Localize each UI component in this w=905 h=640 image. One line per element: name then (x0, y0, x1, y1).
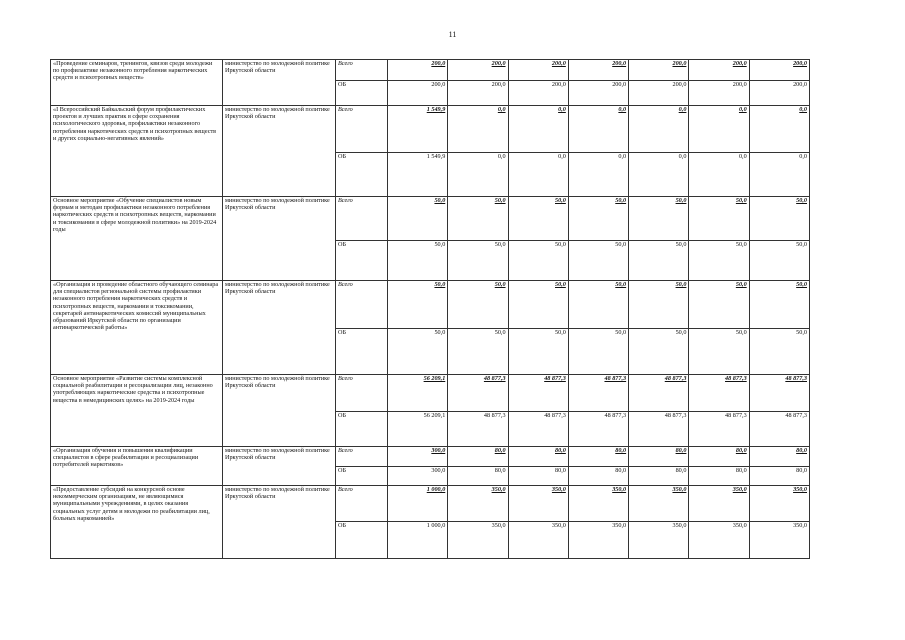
ob-value-cell: 350,0 (508, 522, 568, 559)
ob-value-cell: 200,0 (448, 81, 508, 106)
ob-value-cell: 200,0 (508, 81, 568, 106)
total-value-cell: 200,0 (448, 60, 508, 81)
total-value-cell: 350,0 (448, 486, 508, 522)
total-value-cell: 50,0 (508, 281, 568, 329)
ob-value-cell: 50,0 (448, 329, 508, 375)
total-value-cell: 50,0 (568, 281, 628, 329)
total-value-cell: 0,0 (689, 106, 749, 153)
total-value-cell: 350,0 (689, 486, 749, 522)
ob-value-cell: 0,0 (749, 153, 809, 197)
ob-value-cell: 50,0 (508, 241, 568, 281)
table-row (51, 197, 810, 241)
funding-source-ob: ОБ (336, 153, 388, 197)
responsible-executor: министерство по молодежной политике Иркутской области (223, 447, 336, 486)
ob-value-cell: 50,0 (508, 329, 568, 375)
total-value-cell: 80,0 (749, 447, 809, 467)
responsible-executor: министерство по молодежной политике Иркутской области (223, 106, 336, 197)
funding-source-total: Всего (336, 106, 388, 153)
ob-value-cell: 350,0 (448, 522, 508, 559)
total-value-cell: 200,0 (749, 60, 809, 81)
total-value-cell: 300,0 (388, 447, 448, 467)
ob-value-cell: 0,0 (568, 153, 628, 197)
table-row (51, 281, 810, 329)
funding-source-ob: ОБ (336, 467, 388, 486)
total-value-cell: 1 000,0 (388, 486, 448, 522)
ob-value-cell: 80,0 (629, 467, 689, 486)
total-value-cell: 0,0 (749, 106, 809, 153)
ob-value-cell: 80,0 (568, 467, 628, 486)
ob-value-cell: 56 209,1 (388, 412, 448, 447)
measure-description: «Проведение семинаров, тренингов, квизов среди молодежи по профилактике незаконного потребления наркотических средств и психотропных веществ» (51, 60, 223, 106)
table-row (51, 106, 810, 153)
total-value-cell: 0,0 (448, 106, 508, 153)
ob-value-cell: 50,0 (568, 241, 628, 281)
responsible-executor: министерство по молодежной политике Иркутской области (223, 375, 336, 447)
total-value-cell: 200,0 (508, 60, 568, 81)
ob-value-cell: 0,0 (689, 153, 749, 197)
ob-value-cell: 350,0 (689, 522, 749, 559)
funding-source-ob: ОБ (336, 81, 388, 106)
total-value-cell: 200,0 (388, 60, 448, 81)
total-value-cell: 80,0 (448, 447, 508, 467)
ob-value-cell: 50,0 (448, 241, 508, 281)
total-value-cell: 48 877,3 (568, 375, 628, 412)
responsible-executor: министерство по молодежной политике Иркутской области (223, 60, 336, 106)
ob-value-cell: 50,0 (629, 329, 689, 375)
total-value-cell: 50,0 (689, 281, 749, 329)
ob-value-cell: 80,0 (508, 467, 568, 486)
total-value-cell: 350,0 (568, 486, 628, 522)
funding-source-ob: ОБ (336, 412, 388, 447)
ob-value-cell: 48 877,3 (689, 412, 749, 447)
ob-value-cell: 300,0 (388, 467, 448, 486)
ob-value-cell: 50,0 (689, 241, 749, 281)
responsible-executor: министерство по молодежной политике Иркутской области (223, 486, 336, 559)
ob-value-cell: 0,0 (508, 153, 568, 197)
measure-description: Основное мероприятие «Развитие системы комплексной социальной реабилитации и ресоциализации лиц, незаконно употребляющих наркотические средства и психотропные вещества в немедицинских целях» на 2019-2024 годы (51, 375, 223, 447)
ob-value-cell: 50,0 (749, 241, 809, 281)
ob-value-cell: 200,0 (629, 81, 689, 106)
table-row (51, 447, 810, 467)
ob-value-cell: 200,0 (689, 81, 749, 106)
responsible-executor: министерство по молодежной политике Иркутской области (223, 197, 336, 281)
total-value-cell: 48 877,3 (508, 375, 568, 412)
funding-source-total: Всего (336, 60, 388, 81)
total-value-cell: 0,0 (568, 106, 628, 153)
total-value-cell: 200,0 (568, 60, 628, 81)
total-value-cell: 80,0 (629, 447, 689, 467)
ob-value-cell: 50,0 (749, 329, 809, 375)
total-value-cell: 50,0 (448, 197, 508, 241)
ob-value-cell: 0,0 (629, 153, 689, 197)
ob-value-cell: 48 877,3 (749, 412, 809, 447)
ob-value-cell: 80,0 (448, 467, 508, 486)
total-value-cell: 0,0 (508, 106, 568, 153)
total-value-cell: 80,0 (568, 447, 628, 467)
ob-value-cell: 1 549,9 (388, 153, 448, 197)
funding-source-total: Всего (336, 486, 388, 522)
funding-source-total: Всего (336, 447, 388, 467)
total-value-cell: 80,0 (689, 447, 749, 467)
total-value-cell: 50,0 (749, 197, 809, 241)
ob-value-cell: 48 877,3 (568, 412, 628, 447)
total-value-cell: 50,0 (629, 281, 689, 329)
ob-value-cell: 350,0 (749, 522, 809, 559)
total-value-cell: 50,0 (749, 281, 809, 329)
measure-description: «Организация и проведение областного обучающего семинара для специалистов региональной системы профилактики незаконного потребления наркотических средств и психотропных веществ, наркомании и токсикомании, секретарей антинаркотических комиссий муниципальных образований Иркутской области по организации антинаркотической работы» (51, 281, 223, 375)
ob-value-cell: 50,0 (629, 241, 689, 281)
table-row (51, 60, 810, 81)
budget-table-body (51, 60, 810, 559)
responsible-executor: министерство по молодежной политике Иркутской области (223, 281, 336, 375)
ob-value-cell: 48 877,3 (629, 412, 689, 447)
total-value-cell: 200,0 (689, 60, 749, 81)
measure-description: Основное мероприятие «Обучение специалистов новым формам и методам профилактики незаконного потребления наркотических средств и психотропных веществ, наркомании и токсикомании в сфере молодежной политики» на 2019-2024 годы (51, 197, 223, 281)
funding-source-ob: ОБ (336, 522, 388, 559)
measure-description: «Предоставление субсидий на конкурсной основе некоммерческим организациям, не являющимися муниципальными учреждениями, в целях оказания социальных услуг детям и молодежи по реабилитации лиц, больных наркоманией» (51, 486, 223, 559)
ob-value-cell: 80,0 (689, 467, 749, 486)
ob-value-cell: 200,0 (388, 81, 448, 106)
table-row (51, 486, 810, 522)
funding-source-total: Всего (336, 197, 388, 241)
total-value-cell: 350,0 (508, 486, 568, 522)
total-value-cell: 50,0 (629, 197, 689, 241)
total-value-cell: 50,0 (388, 197, 448, 241)
funding-source-ob: ОБ (336, 329, 388, 375)
ob-value-cell: 350,0 (568, 522, 628, 559)
ob-value-cell: 48 877,3 (448, 412, 508, 447)
total-value-cell: 350,0 (749, 486, 809, 522)
total-value-cell: 56 209,1 (388, 375, 448, 412)
total-value-cell: 0,0 (629, 106, 689, 153)
ob-value-cell: 200,0 (749, 81, 809, 106)
ob-value-cell: 350,0 (629, 522, 689, 559)
ob-value-cell: 200,0 (568, 81, 628, 106)
total-value-cell: 48 877,3 (749, 375, 809, 412)
ob-value-cell: 48 877,3 (508, 412, 568, 447)
total-value-cell: 48 877,3 (629, 375, 689, 412)
funding-source-total: Всего (336, 281, 388, 329)
total-value-cell: 48 877,3 (448, 375, 508, 412)
measure-description: «Организация обучения и повышения квалификации специалистов в сфере реабилитации и ресоциализации потребителей наркотиков» (51, 447, 223, 486)
budget-table (50, 59, 810, 559)
ob-value-cell: 50,0 (388, 241, 448, 281)
ob-value-cell: 50,0 (388, 329, 448, 375)
total-value-cell: 50,0 (508, 197, 568, 241)
funding-source-ob: ОБ (336, 241, 388, 281)
total-value-cell: 50,0 (388, 281, 448, 329)
total-value-cell: 48 877,3 (689, 375, 749, 412)
ob-value-cell: 50,0 (689, 329, 749, 375)
ob-value-cell: 80,0 (749, 467, 809, 486)
total-value-cell: 1 549,9 (388, 106, 448, 153)
ob-value-cell: 50,0 (568, 329, 628, 375)
funding-source-total: Всего (336, 375, 388, 412)
ob-value-cell: 0,0 (448, 153, 508, 197)
total-value-cell: 350,0 (629, 486, 689, 522)
total-value-cell: 200,0 (629, 60, 689, 81)
total-value-cell: 50,0 (448, 281, 508, 329)
total-value-cell: 80,0 (508, 447, 568, 467)
ob-value-cell: 1 000,0 (388, 522, 448, 559)
total-value-cell: 50,0 (689, 197, 749, 241)
table-row (51, 375, 810, 412)
measure-description: «I Всероссийский Байкальский форум профилактических проектов и лучших практик в сфере сохранения психологического здоровья, профилактики незаконного потребления наркотических средств и психотропных веществ и других социально-негативных явлений» (51, 106, 223, 197)
total-value-cell: 50,0 (568, 197, 628, 241)
page-number: 11 (448, 30, 457, 39)
